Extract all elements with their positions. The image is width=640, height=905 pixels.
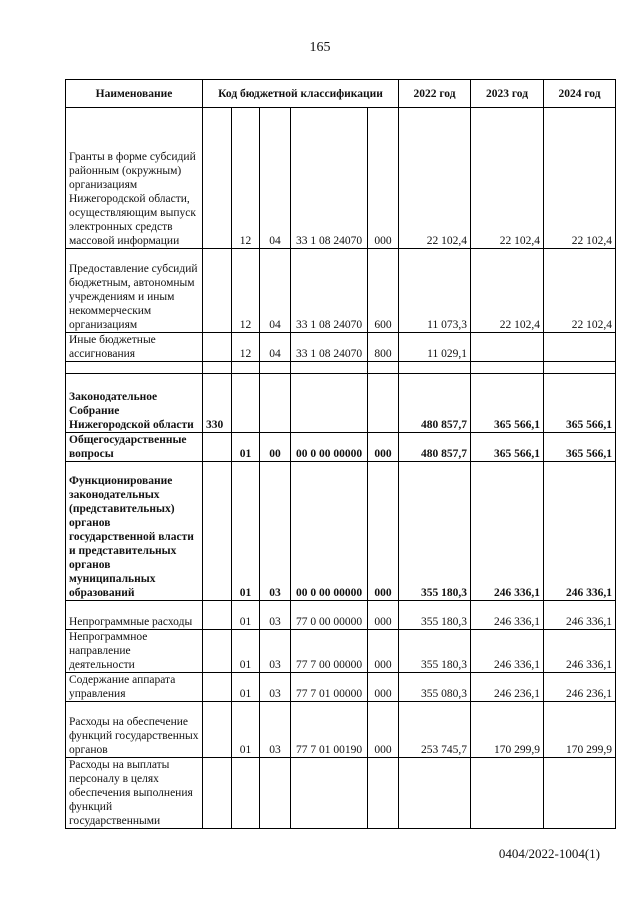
table-row — [66, 758, 616, 829]
row-rz: 12 — [232, 249, 260, 333]
table-row — [66, 333, 616, 362]
row-2023: 246 236,1 — [471, 673, 544, 702]
row-csr — [291, 374, 368, 433]
row-name: Общегосударственные вопросы — [66, 433, 203, 462]
row-csr: 33 1 08 24070 — [291, 249, 368, 333]
row-2022: 355 180,3 — [399, 630, 471, 673]
row-rz: 01 — [232, 673, 260, 702]
row-rz: 12 — [232, 333, 260, 362]
row-2024: 22 102,4 — [544, 108, 616, 249]
row-2024: 246 336,1 — [544, 630, 616, 673]
header-2023: 2023 год — [471, 80, 544, 108]
row-gr — [203, 673, 232, 702]
row-2024 — [544, 333, 616, 362]
table-row — [66, 249, 616, 333]
table-row — [66, 630, 616, 673]
row-2024: 246 336,1 — [544, 601, 616, 630]
row-pr: 03 — [260, 673, 291, 702]
table-row — [66, 374, 616, 433]
row-2022: 253 745,7 — [399, 702, 471, 758]
row-rz: 01 — [232, 433, 260, 462]
table-row — [66, 702, 616, 758]
row-gr — [203, 758, 232, 829]
row-gr — [203, 702, 232, 758]
row-2023: 365 566,1 — [471, 433, 544, 462]
row-2022: 480 857,7 — [399, 374, 471, 433]
table-row — [66, 433, 616, 462]
row-csr: 00 0 00 00000 — [291, 462, 368, 601]
row-2022: 11 029,1 — [399, 333, 471, 362]
row-2024: 22 102,4 — [544, 249, 616, 333]
row-2022: 355 180,3 — [399, 601, 471, 630]
row-pr: 04 — [260, 108, 291, 249]
row-csr: 33 1 08 24070 — [291, 108, 368, 249]
row-2022: 22 102,4 — [399, 108, 471, 249]
row-pr: 00 — [260, 433, 291, 462]
row-pr: 03 — [260, 702, 291, 758]
row-vr: 800 — [368, 333, 399, 362]
row-name: Расходы на выплаты персоналу в целях обеспечения выполнения функций государственными — [66, 758, 203, 829]
row-rz — [232, 758, 260, 829]
row-vr — [368, 758, 399, 829]
header-code: Код бюджетной классификации — [203, 80, 399, 108]
row-gr — [203, 249, 232, 333]
row-name: Законодательное Собрание Нижегородской области — [66, 374, 203, 433]
table-row — [66, 108, 616, 249]
row-rz: 01 — [232, 601, 260, 630]
row-name: Непрограммное направление деятельности — [66, 630, 203, 673]
row-2022: 355 180,3 — [399, 462, 471, 601]
row-pr — [260, 758, 291, 829]
row-2022: 480 857,7 — [399, 433, 471, 462]
row-rz: 12 — [232, 108, 260, 249]
row-2024: 365 566,1 — [544, 374, 616, 433]
row-rz: 01 — [232, 702, 260, 758]
row-2024: 246 336,1 — [544, 462, 616, 601]
row-name: Иные бюджетные ассигнования — [66, 333, 203, 362]
row-vr: 000 — [368, 433, 399, 462]
row-2022 — [399, 758, 471, 829]
row-rz — [232, 374, 260, 433]
table-header-row — [66, 80, 616, 108]
row-gr — [203, 462, 232, 601]
row-gr — [203, 601, 232, 630]
row-rz: 01 — [232, 462, 260, 601]
row-2024: 170 299,9 — [544, 702, 616, 758]
row-2023: 246 336,1 — [471, 630, 544, 673]
row-name: Гранты в форме субсидий районным (окружным) организациям Нижегородской области, осуществляющим выпуск электронных средств массовой информации — [66, 108, 203, 249]
spacer-row — [66, 362, 616, 374]
row-2024: 246 236,1 — [544, 673, 616, 702]
table-row — [66, 462, 616, 601]
row-pr: 04 — [260, 333, 291, 362]
row-csr: 77 7 00 00000 — [291, 630, 368, 673]
row-name: Содержание аппарата управления — [66, 673, 203, 702]
row-csr — [291, 758, 368, 829]
row-gr — [203, 433, 232, 462]
row-2022: 355 080,3 — [399, 673, 471, 702]
row-name: Предоставление субсидий бюджетным, автономным учреждениям и иным некоммерческим организациям — [66, 249, 203, 333]
budget-table — [65, 79, 616, 829]
row-2024: 365 566,1 — [544, 433, 616, 462]
row-csr: 77 7 01 00000 — [291, 673, 368, 702]
header-2022: 2022 год — [399, 80, 471, 108]
table-row — [66, 673, 616, 702]
document-code: 0404/2022-1004(1) — [498, 846, 600, 861]
row-name: Расходы на обеспечение функций государственных органов — [66, 702, 203, 758]
row-pr: 03 — [260, 601, 291, 630]
row-vr: 000 — [368, 673, 399, 702]
row-2022: 11 073,3 — [399, 249, 471, 333]
row-vr: 000 — [368, 462, 399, 601]
row-vr — [368, 374, 399, 433]
table-row — [66, 601, 616, 630]
row-2023 — [471, 333, 544, 362]
row-vr: 000 — [368, 601, 399, 630]
row-2024 — [544, 758, 616, 829]
row-vr: 600 — [368, 249, 399, 333]
row-2023: 246 336,1 — [471, 462, 544, 601]
row-pr: 03 — [260, 462, 291, 601]
header-2024: 2024 год — [544, 80, 616, 108]
row-2023: 22 102,4 — [471, 108, 544, 249]
row-csr: 77 7 01 00190 — [291, 702, 368, 758]
row-gr — [203, 630, 232, 673]
page-number: 165 — [309, 40, 331, 55]
row-pr: 04 — [260, 249, 291, 333]
row-2023: 170 299,9 — [471, 702, 544, 758]
row-rz: 01 — [232, 630, 260, 673]
row-pr — [260, 374, 291, 433]
row-csr: 33 1 08 24070 — [291, 333, 368, 362]
row-2023: 365 566,1 — [471, 374, 544, 433]
row-2023 — [471, 758, 544, 829]
row-name: Функционирование законодательных (представительных) органов государственной власти и представительных органов муниципальных образований — [66, 462, 203, 601]
row-2023: 246 336,1 — [471, 601, 544, 630]
row-vr: 000 — [368, 702, 399, 758]
row-gr — [203, 108, 232, 249]
row-vr: 000 — [368, 108, 399, 249]
row-gr: 330 — [203, 374, 232, 433]
header-name: Наименование — [66, 80, 203, 108]
row-csr: 00 0 00 00000 — [291, 433, 368, 462]
row-vr: 000 — [368, 630, 399, 673]
row-gr — [203, 333, 232, 362]
row-2023: 22 102,4 — [471, 249, 544, 333]
row-csr: 77 0 00 00000 — [291, 601, 368, 630]
row-pr: 03 — [260, 630, 291, 673]
row-name: Непрограммные расходы — [66, 601, 203, 630]
